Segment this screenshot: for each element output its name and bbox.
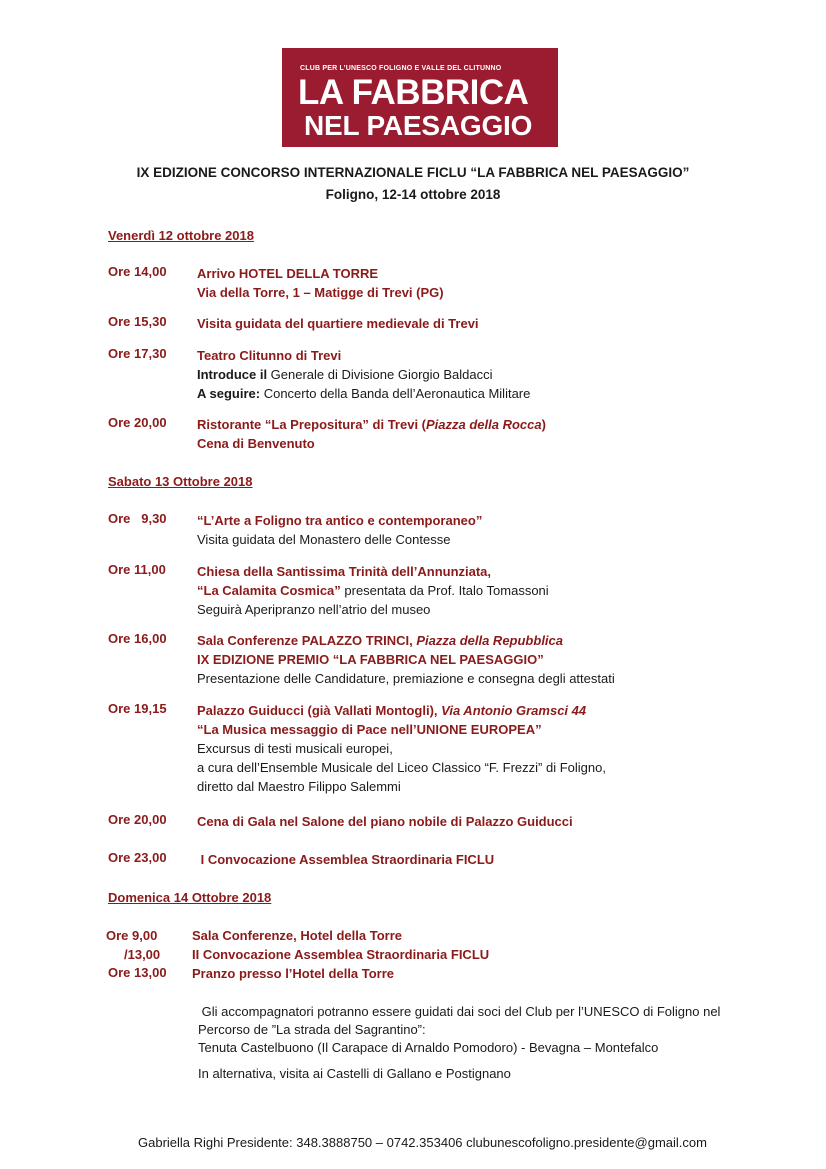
event-line: I Convocazione Assemblea Straordinaria FICLU bbox=[197, 852, 495, 867]
event-time: Ore 9,00 bbox=[106, 928, 158, 943]
event-text: Ristorante “La Prepositura” di Trevi ( bbox=[197, 417, 426, 432]
event-line: Cena di Benvenuto bbox=[197, 436, 315, 451]
event-line bbox=[197, 365, 797, 384]
companions-note-line: Tenuta Castelbuono (Il Carapace di Arnaldo Pomodoro) - Bevagna – Montefalco bbox=[198, 1040, 659, 1055]
event-line: “La Musica messaggio di Pace nell’UNIONE EUROPEA” bbox=[197, 722, 542, 737]
event-place: Piazza della Rocca bbox=[426, 417, 542, 432]
event-time: Ore 16,00 bbox=[108, 631, 167, 646]
companions-note-line: Gli accompagnatori potranno essere guidati dai soci del Club per l’UNESCO di Foligno nel bbox=[198, 1004, 721, 1019]
event-line bbox=[197, 384, 797, 403]
event-line: Presentazione delle Candidature, premiazione e consegna degli attestati bbox=[197, 671, 615, 686]
logo-line-1: LA FABBRICA bbox=[298, 73, 529, 112]
event-line bbox=[197, 415, 797, 434]
event-line: II Convocazione Assemblea Straordinaria FICLU bbox=[192, 947, 490, 962]
event-line bbox=[197, 581, 797, 600]
event-line: Excursus di testi musicali europei, bbox=[197, 741, 393, 756]
event-line: a cura dell’Ensemble Musicale del Liceo Classico “F. Frezzi” di Foligno, bbox=[197, 760, 606, 775]
event-line: Chiesa della Santissima Trinità dell’Annunziata, bbox=[197, 564, 492, 579]
logo-line-2: NEL PAESAGGIO bbox=[304, 110, 533, 141]
day-heading-saturday: Sabato 13 Ottobre 2018 bbox=[108, 474, 253, 489]
event-text: Palazzo Guiducci (già Vallati Montogli), bbox=[197, 703, 442, 718]
event-place: Via Antonio Gramsci 44 bbox=[441, 703, 587, 718]
event-time: Ore 11,00 bbox=[108, 562, 166, 577]
event-line bbox=[197, 631, 797, 650]
event-line: diretto dal Maestro Filippo Salemmi bbox=[197, 779, 401, 794]
event-line: Sala Conferenze, Hotel della Torre bbox=[192, 928, 402, 943]
event-line: Seguirà Aperipranzo nell’atrio del museo bbox=[197, 602, 431, 617]
event-time: Ore 20,00 bbox=[108, 415, 167, 430]
event-line: Pranzo presso l’Hotel della Torre bbox=[192, 966, 395, 981]
event-line: “L’Arte a Foligno tra antico e contemporaneo” bbox=[197, 513, 483, 528]
sunday-events bbox=[192, 926, 489, 983]
intro-label: Introduce il bbox=[197, 367, 268, 382]
event-text: Sala Conferenze PALAZZO TRINCI, bbox=[197, 633, 417, 648]
event-time: Ore 13,00 bbox=[108, 965, 167, 980]
follow-label: A seguire: bbox=[197, 386, 261, 401]
intro-text: Generale di Divisione Giorgio Baldacci bbox=[267, 367, 493, 382]
event-line: Visita guidata del Monastero delle Contesse bbox=[197, 532, 451, 547]
event-line: IX EDIZIONE PREMIO “LA FABBRICA NEL PAESAGGIO” bbox=[197, 652, 544, 667]
companions-note-line: Percorso de ”La strada del Sagrantino”: bbox=[198, 1022, 426, 1037]
alternative-note: In alternativa, visita ai Castelli di Gallano e Postignano bbox=[198, 1066, 511, 1081]
footer-contact: Gabriella Righi Presidente: 348.3888750 – 0742.353406 clubunescofoligno.presidente@gmail.com bbox=[138, 1135, 707, 1150]
event-line: Arrivo HOTEL DELLA TORRE bbox=[197, 266, 379, 281]
event-time: Ore 9,30 bbox=[108, 511, 167, 526]
document-title: IX EDIZIONE CONCORSO INTERNAZIONALE FICLU “LA FABBRICA NEL PAESAGGIO” bbox=[136, 165, 690, 180]
event-line: Cena di Gala nel Salone del piano nobile di Palazzo Guiducci bbox=[197, 814, 573, 829]
logo-club-text: CLUB PER L’UNESCO FOLIGNO E VALLE DEL CLITUNNO bbox=[300, 65, 502, 72]
event-line: Visita guidata del quartiere medievale di Trevi bbox=[197, 316, 479, 331]
day-heading-friday: Venerdì 12 ottobre 2018 bbox=[108, 228, 254, 243]
event-time: Ore 14,00 bbox=[108, 264, 167, 279]
event-time: Ore 17,30 bbox=[108, 346, 167, 361]
follow-text: Concerto della Banda dell’Aeronautica Militare bbox=[260, 386, 531, 401]
event-line bbox=[197, 701, 797, 720]
event-line: Via della Torre, 1 – Matigge di Trevi (PG) bbox=[197, 285, 444, 300]
event-text: presentata da Prof. Italo Tomassoni bbox=[340, 583, 549, 598]
event-time: Ore 15,30 bbox=[108, 314, 167, 329]
event-time: /13,00 bbox=[124, 947, 161, 962]
event-time: Ore 20,00 bbox=[108, 812, 167, 827]
event-text: ) bbox=[541, 417, 546, 432]
event-place: Piazza della Repubblica bbox=[416, 633, 563, 648]
logo bbox=[282, 48, 558, 147]
day-heading-sunday: Domenica 14 Ottobre 2018 bbox=[108, 890, 272, 905]
event-highlight: “La Calamita Cosmica” bbox=[197, 583, 341, 598]
event-line: Teatro Clitunno di Trevi bbox=[197, 348, 342, 363]
event-time: Ore 19,15 bbox=[108, 701, 167, 716]
event-time: Ore 23,00 bbox=[108, 850, 167, 865]
document-subtitle: Foligno, 12-14 ottobre 2018 bbox=[325, 187, 501, 202]
